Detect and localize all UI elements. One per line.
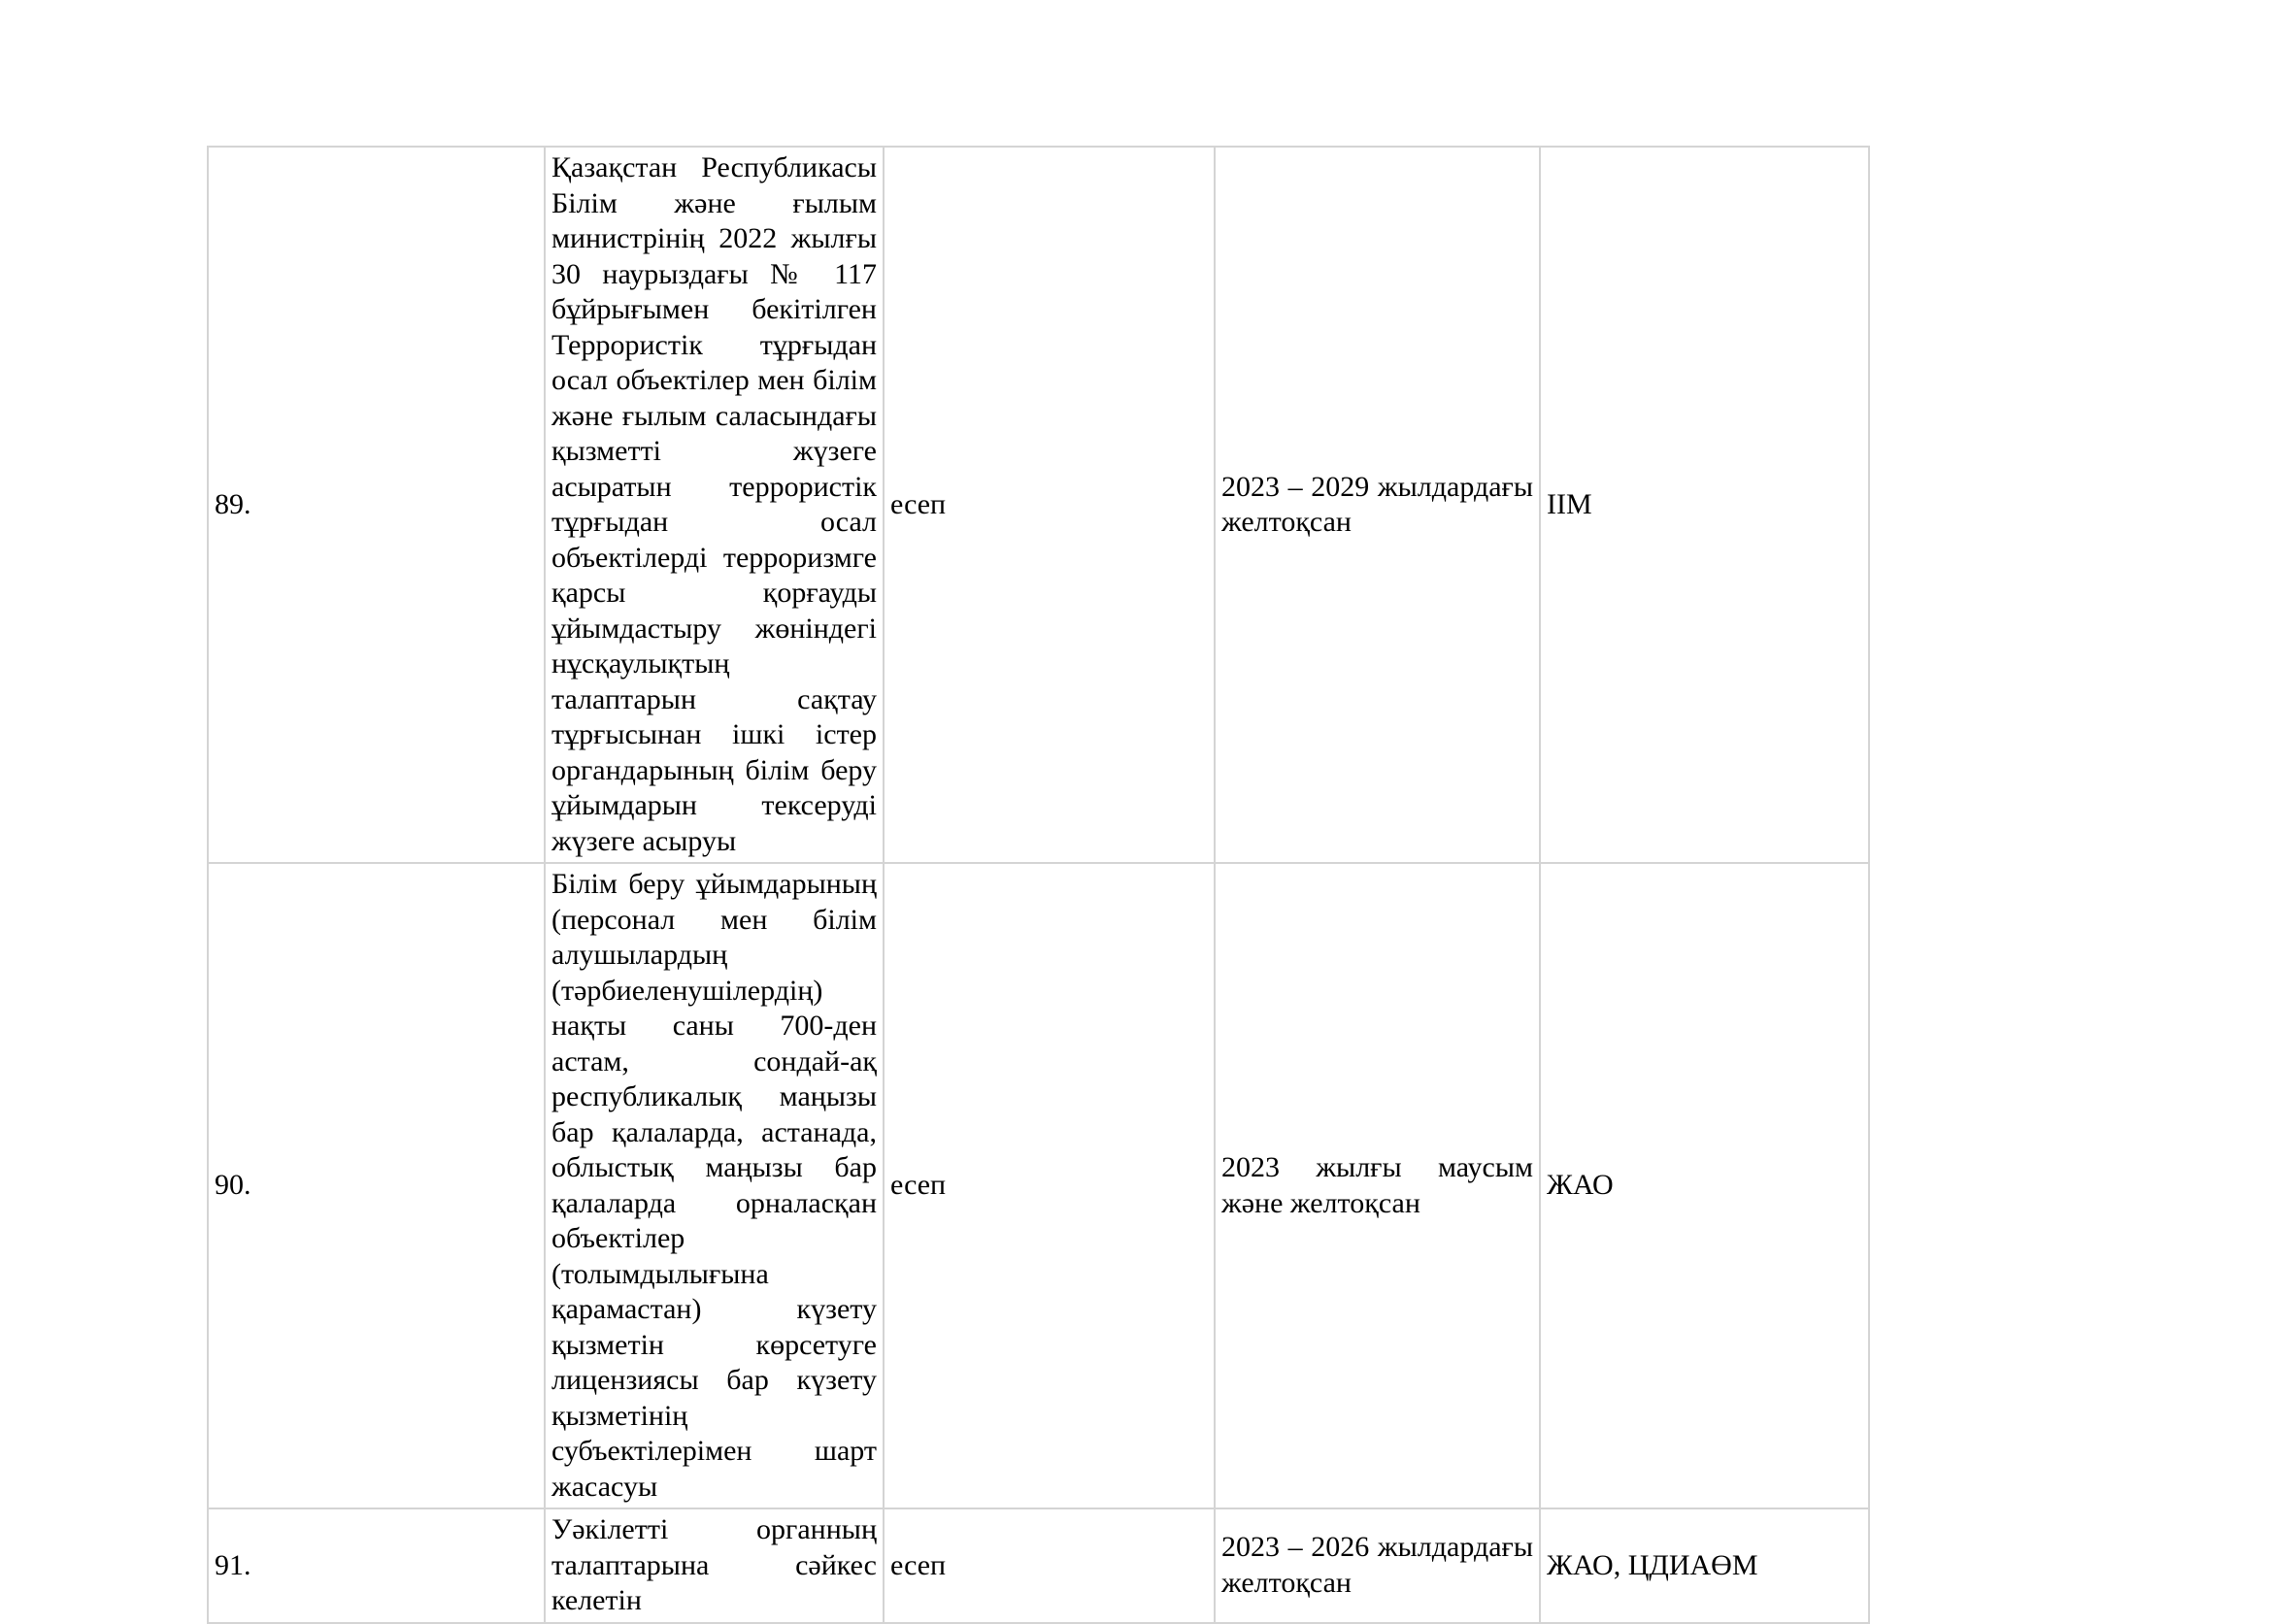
plan-table [207, 146, 1870, 1624]
period-cell: 2023 – 2029 жылдардағы желтоқсан [1215, 147, 1540, 863]
row-number-cell: 89. [208, 147, 545, 863]
form-cell: есеп [884, 863, 1215, 1508]
responsible-cell: ЖАО [1540, 863, 1869, 1508]
responsible-cell: ЖАО, ЦДИАӨМ [1540, 1508, 1869, 1623]
table-row [208, 863, 1869, 1508]
table-row [208, 147, 1869, 863]
row-number-cell: 91. [208, 1508, 545, 1623]
form-cell: есеп [884, 1508, 1215, 1623]
responsible-cell: ІІМ [1540, 147, 1869, 863]
form-cell: есеп [884, 147, 1215, 863]
period-cell: 2023 жылғы маусым және желтоқсан [1215, 863, 1540, 1508]
measure-cell: Білім беру ұйымдарының (персонал мен білім алушылардың (тәрбиеленушілердің) нақты саны 700-ден астам, сондай-ақ республикалық маңызы бар қалаларда, астанада, облыстық маңызы бар қалаларда орналасқан объектілер (толымдылығына қарамастан) күзету қызметін көрсетуге лицензиясы бар күзету қызметінің субъектілерімен шарт жасасуы [545, 863, 884, 1508]
row-number-cell: 90. [208, 863, 545, 1508]
measure-cell: Уәкілетті органның талаптарына сәйкес келетін [545, 1508, 884, 1623]
period-cell: 2023 – 2026 жылдардағы желтоқсан [1215, 1508, 1540, 1623]
measure-cell: Қазақстан Республикасы Білім және ғылым министрінің 2022 жылғы 30 наурыздағы № 117 бұйрығымен бекітілген Террористік тұрғыдан осал объектілер мен білім және ғылым саласындағы қызметті жүзеге асыратын террористік тұрғыдан осал объектілерді терроризмге қарсы қорғауды ұйымдастыру жөніндегі нұсқаулықтың талаптарын сақтау тұрғысынан ішкі істер органдарының білім беру ұйымдарын тексеруді жүзеге асыруы [545, 147, 884, 863]
